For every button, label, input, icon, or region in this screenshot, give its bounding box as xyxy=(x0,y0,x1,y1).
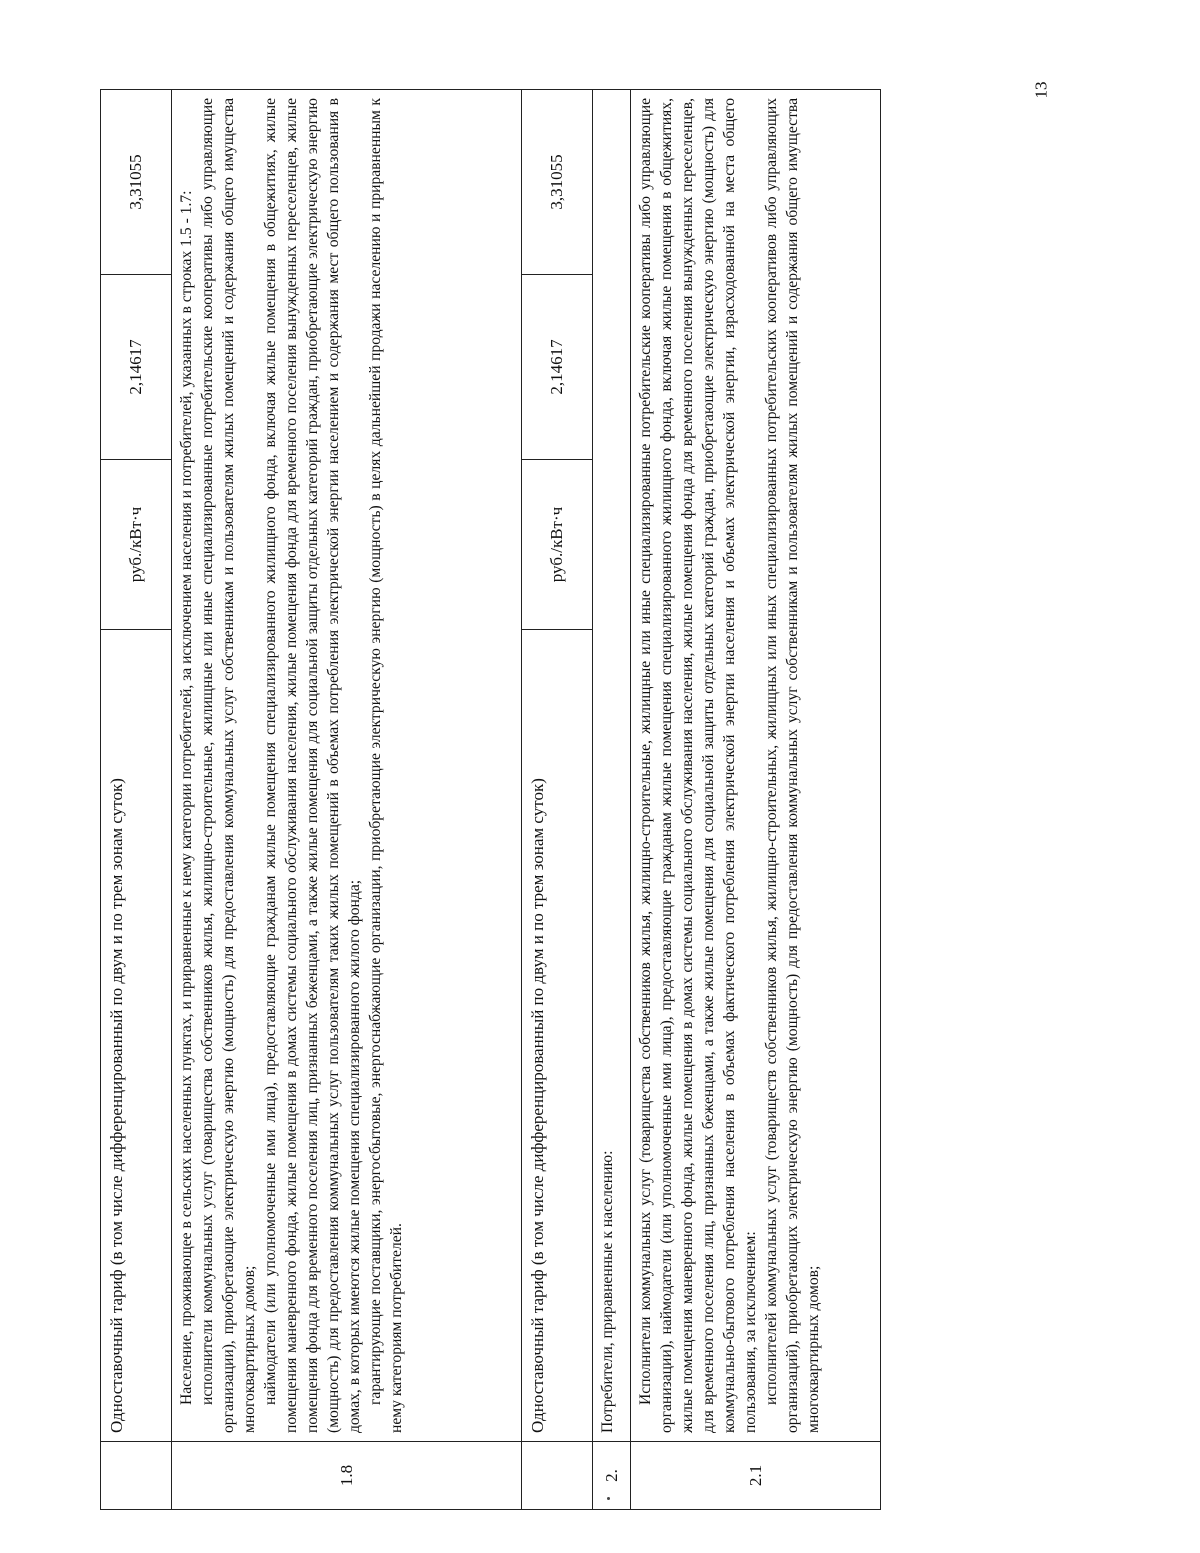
row-number: 2. xyxy=(593,1442,631,1510)
value-cell-2: 3,31055 xyxy=(101,90,172,275)
table-row-tariff-a xyxy=(101,90,172,1510)
row-name: Одноставочный тариф (в том числе дифференцированный по двум и по трем зонам суток) xyxy=(101,630,172,1442)
value-cell-1: 2,14617 xyxy=(101,275,172,460)
paragraph: Население, проживающее в сельских населенных пунктах, и приравненные к нему категории потребителей, за исключением населения и потребителей, указанных в строках 1.5 - 1.7: xyxy=(178,190,195,1405)
page-number: 13 xyxy=(1031,81,1051,99)
value-cell-2: 3,31055 xyxy=(522,90,593,275)
paragraph: исполнители коммунальных услуг (товарищества собственников жилья, жилищно-строительные, жилищные или иные специализированные потребительские кооперативы либо управляющие организации), приобретающие электрическую энергию (мощность) для предоставления коммунальных услуг собственникам и пользователям жилых помещений и содержания общего имущества многоквартирных домов; xyxy=(199,98,258,1433)
row-name: Потребители, приравненные к населению: xyxy=(593,90,631,1442)
row-number xyxy=(101,1442,172,1510)
table-row-2-1 xyxy=(631,90,881,1510)
table-row-1-8 xyxy=(172,90,522,1510)
row-description xyxy=(631,90,881,1442)
tariff-table xyxy=(100,89,881,1510)
table-row-tariff-b xyxy=(522,90,593,1510)
row-description xyxy=(172,90,522,1442)
unit-cell: руб./кВт·ч xyxy=(101,460,172,630)
row-number: 2.1 xyxy=(631,1442,881,1510)
row-number: 1.8 xyxy=(172,1442,522,1510)
rotated-page-content xyxy=(100,90,1015,1510)
paragraph: наймодатели (или уполномоченные ими лица), предоставляющие гражданам жилые помещения специализированного жилищного фонда, включая жилые помещения в общежитиях, жилые помещения маневренного фонда, жилые помещения в домах системы социального обслуживания населения, жилые помещения фонда для временного поселения вынужденных переселенцев, жилые помещения фонда для временного поселения лиц, признанных беженцами, а также жилые помещения для социальной защиты отдельных категорий граждан, приобретающие электрическую энергию (мощность) для предоставления коммунальных услуг пользователям таких жилых помещений в объемах потребления электрической энергии населением и содержания мест общего пользования в домах, в которых имеются жилые помещения специализированного жилого фонда; xyxy=(262,98,363,1433)
paragraph: Исполнители коммунальных услуг (товарищества собственников жилья, жилищно-строительные, жилищные или иные специализированные потребительские кооперативы либо управляющие организации), наймодатели (или уполномоченные ими лица), предоставляющие гражданам жилые помещения специализированного жилищного фонда, включая жилые помещения в общежитиях, жилые помещения маневренного фонда, жилые помещения в домах системы социального обслуживания населения, жилые помещения фонда для временного поселения вынужденных переселенцев, для временного поселения лиц, признанных беженцами, а также жилые помещения для социальной защиты отдельных категорий граждан, приобретающие электрическую энергию (мощность) для коммунально-бытового потребления населения в объемах фактического потребления электрической энергии населения и объемах электрической энергии, израсходованной на места общего пользования, за исключением: xyxy=(637,98,759,1433)
row-name: Одноставочный тариф (в том числе дифференцированный по двум и по трем зонам суток) xyxy=(522,630,593,1442)
table-row-2 xyxy=(593,90,631,1510)
paragraph: гарантирующие поставщики, энергосбытовые, энергоснабжающие организации, приобретающие электрическую энергию (мощность) в целях дальнейшей продажи населению и приравненным к нему категориям потребителей. xyxy=(367,98,405,1433)
row-number xyxy=(522,1442,593,1510)
paragraph: исполнителей коммунальных услуг (товариществ собственников жилья, жилищно-строительных, жилищных или иных специализированных потребительских кооперативов либо управляющих организаций), приобретающих электрическую энергию (мощность) для предоставления коммунальных услуг собственникам и пользователям жилых помещений и содержания общего имущества многоквартирных домов; xyxy=(763,98,822,1433)
unit-cell: руб./кВт·ч xyxy=(522,460,593,630)
value-cell-1: 2,14617 xyxy=(522,275,593,460)
